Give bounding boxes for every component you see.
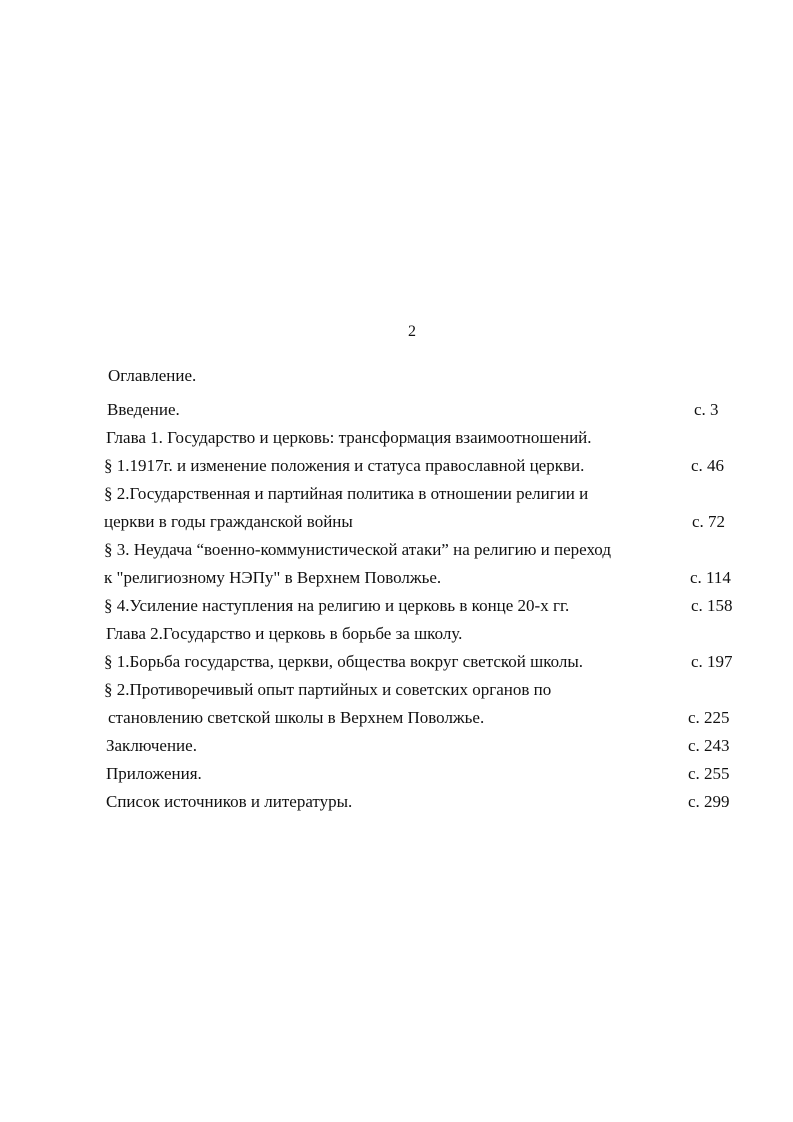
toc-entry-2-2-line2: становлению светской школы в Верхнем Поволжье. xyxy=(108,708,485,727)
toc-page-1-4: с. 158 xyxy=(691,596,733,615)
page-number: 2 xyxy=(408,323,416,340)
toc-entry-sources: Список источников и литературы. xyxy=(106,792,353,811)
toc-entry-appendices: Приложения. xyxy=(106,764,202,783)
toc-page-1-3: с. 114 xyxy=(690,568,731,587)
toc-entry-2-2-line1: § 2.Противоречивый опыт партийных и советских органов по xyxy=(104,680,552,699)
toc-entry-intro: Введение. xyxy=(107,400,180,419)
toc-entry-2-1: § 1.Борьба государства, церкви, общества вокруг светской школы. xyxy=(104,652,584,671)
toc-page-2-2: с. 225 xyxy=(688,708,730,727)
toc-page-intro: с. 3 xyxy=(694,400,719,419)
toc-entry-1-2-line1: § 2.Государственная и партийная политика в отношении религии и xyxy=(104,484,589,503)
toc-page-sources: с. 299 xyxy=(688,792,730,811)
toc-page-2-1: с. 197 xyxy=(691,652,733,671)
toc-page-conclusion: с. 243 xyxy=(688,736,730,755)
toc-entry-1-3-line1: § 3. Неудача “военно-коммунистической атаки” на религию и переход xyxy=(104,540,611,559)
toc-page-1-1: с. 46 xyxy=(691,456,725,475)
toc-chapter-1: Глава 1. Государство и церковь: трансформация взаимоотношений. xyxy=(106,428,592,447)
toc-entry-1-4: § 4.Усиление наступления на религию и церковь в конце 20-х гг. xyxy=(104,596,570,615)
toc-entry-conclusion: Заключение. xyxy=(106,736,197,755)
toc-entry-1-3-line2: к "религиозному НЭПу" в Верхнем Поволжье. xyxy=(104,568,442,587)
toc-entry-1-1: § 1.1917г. и изменение положения и статуса православной церкви. xyxy=(104,456,585,475)
toc-page-1-2: с. 72 xyxy=(692,512,726,531)
toc-title: Оглавление. xyxy=(108,366,197,385)
toc-chapter-2: Глава 2.Государство и церковь в борьбе за школу. xyxy=(106,624,463,643)
toc-page-appendices: с. 255 xyxy=(688,764,730,783)
toc-entry-1-2-line2: церкви в годы гражданской войны xyxy=(104,512,353,531)
